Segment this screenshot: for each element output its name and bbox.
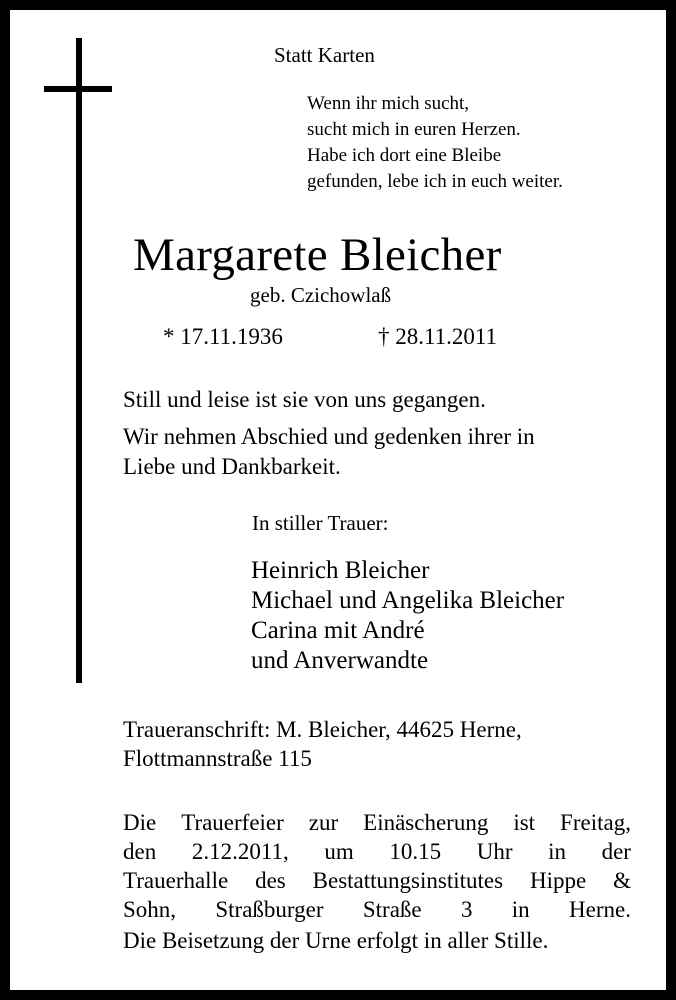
address-line: Traueranschrift: M. Bleicher, 44625 Herne,: [123, 717, 522, 742]
statt-karten: Statt Karten: [274, 43, 375, 67]
still-text: Still und leise ist sie von uns gegangen.: [123, 387, 486, 412]
ceremony-word: Straßburger: [215, 897, 324, 922]
mourner-name: Heinrich Bleicher: [251, 557, 430, 584]
ceremony-word: 10.15: [389, 839, 442, 864]
ceremony-word: &: [613, 868, 631, 893]
ceremony-word: in: [548, 839, 566, 864]
ceremony-word: Die: [123, 810, 157, 835]
abschied-line: Wir nehmen Abschied und gedenken ihrer in: [123, 424, 535, 449]
mourners-heading: In stiller Trauer:: [252, 511, 389, 535]
ceremony-word: der: [601, 839, 631, 864]
mourning-address: [123, 715, 522, 773]
ceremony-word: Freitag,: [560, 810, 631, 835]
ceremony-word: Trauerfeier: [181, 810, 284, 835]
ceremony-line: [123, 866, 631, 895]
cross-icon-horizontal: [44, 86, 112, 92]
poem-line: gefunden, lebe ich in euch weiter.: [307, 171, 563, 192]
cross-icon-vertical: [76, 38, 82, 683]
ceremony-word: Einäscherung: [363, 810, 489, 835]
poem-line: sucht mich in euren Herzen.: [307, 119, 521, 140]
poem: [307, 91, 563, 195]
ceremony-word: Herne.: [569, 897, 631, 922]
ceremony-word: Straße: [362, 897, 422, 922]
ceremony-word: 3: [460, 897, 473, 922]
ceremony-word: Hippe: [529, 868, 587, 893]
address-line: Flottmannstraße 115: [123, 746, 312, 771]
ceremony-word: um: [324, 839, 354, 864]
ceremony-word: ist: [513, 810, 536, 835]
urn-burial-text: Die Beisetzung der Urne erfolgt in aller Stille.: [123, 928, 549, 953]
abschied-line: Liebe und Dankbarkeit.: [123, 454, 341, 479]
poem-line: Habe ich dort eine Bleibe: [307, 145, 502, 166]
abschied-text: [123, 422, 535, 482]
death-date: † 28.11.2011: [378, 324, 498, 349]
birth-date: * 17.11.1936: [163, 324, 283, 349]
ceremony-word: Bestattungsinstitutes: [312, 868, 504, 893]
ceremony-line: [123, 808, 631, 837]
mourner-name: Michael und Angelika Bleicher: [251, 587, 565, 614]
ceremony-word: den: [123, 839, 157, 864]
mourner-name: Carina mit André: [251, 617, 425, 644]
ceremony-word: in: [511, 897, 530, 922]
ceremony-word: 2.12.2011,: [191, 839, 289, 864]
ceremony-word: Sohn,: [123, 897, 177, 922]
ceremony-word: Uhr: [476, 839, 513, 864]
deceased-name: Margarete Bleicher: [133, 229, 502, 281]
ceremony-text: [123, 808, 631, 924]
ceremony-line: [123, 895, 631, 924]
ceremony-line: [123, 837, 631, 866]
mourners-list: [251, 556, 564, 676]
ceremony-word: des: [255, 868, 286, 893]
ceremony-word: Trauerhalle: [123, 868, 229, 893]
mourner-name: und Anverwandte: [251, 647, 429, 674]
birth-name: geb. Czichowlaß: [250, 283, 392, 307]
poem-line: Wenn ihr mich sucht,: [307, 93, 470, 114]
ceremony-word: zur: [308, 810, 339, 835]
